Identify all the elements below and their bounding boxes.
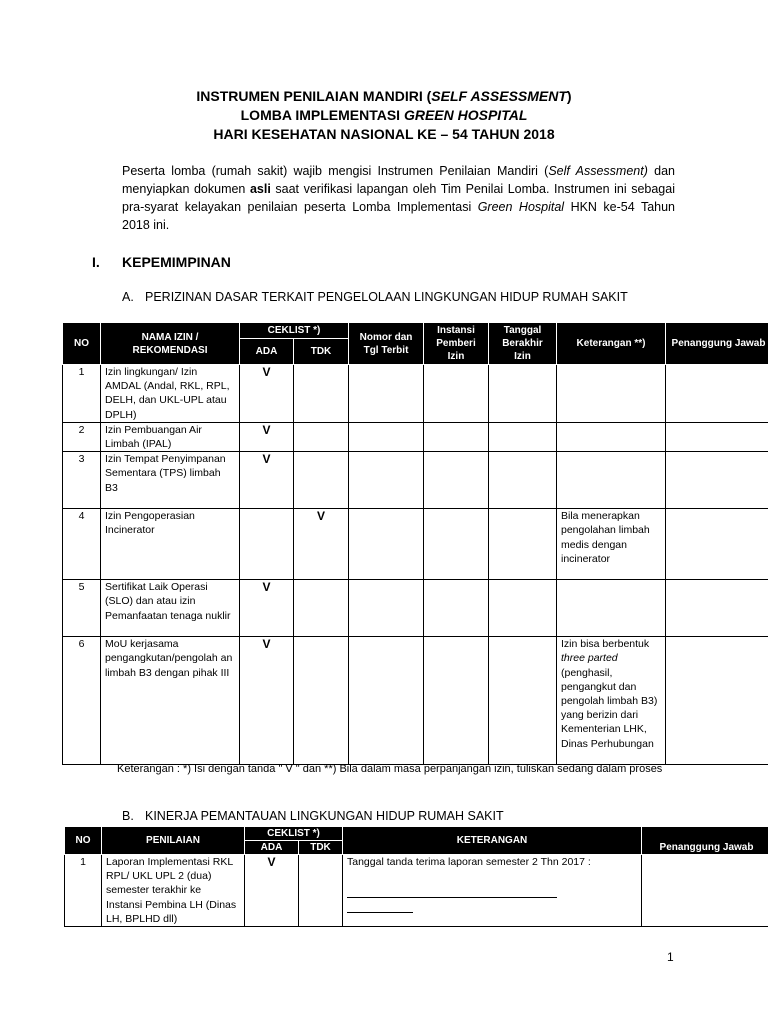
col-header-keterangan: Keterangan **) — [557, 323, 666, 365]
col-header-no: NO — [63, 323, 101, 365]
row-nama: MoU kerjasama pengangkutan/pengolah an limbah B3 dengan pihak III — [101, 637, 240, 765]
row-nama: Izin Tempat Penyimpanan Sementara (TPS) limbah B3 — [101, 452, 240, 509]
col-header-ada: ADA — [240, 339, 294, 365]
col-header-penanggung: Penanggung Jawab — [666, 323, 768, 365]
doc-title-line-2 — [0, 107, 768, 123]
row-tanggal — [489, 365, 557, 423]
row-ada: V — [240, 422, 294, 451]
subsection-b-title: KINERJA PEMANTAUAN LINGKUNGAN HIDUP RUMAH SAKIT — [145, 809, 504, 823]
intro-bold: asli — [249, 182, 271, 196]
row-penilaian: Laporan Implementasi RKL RPL/ UKL UPL 2 (dua) semester terakhir ke Instansi Pembina LH (Dinas LH, BPLHD dll) — [102, 855, 245, 927]
permit-table — [62, 322, 768, 765]
row-ada: V — [245, 855, 299, 927]
col-header-penilaian: PENILAIAN — [102, 827, 245, 855]
doc-title-line-3: HARI KESEHATAN NASIONAL KE – 54 TAHUN 2018 — [213, 126, 555, 142]
col-header-nama: NAMA IZIN / REKOMENDASI — [101, 323, 240, 365]
row-no: 5 — [63, 580, 101, 637]
col-header-tanggal: Tanggal Berakhir Izin — [489, 323, 557, 365]
title-text: LOMBA IMPLEMENTASI — [240, 107, 404, 123]
row-nomor — [349, 637, 424, 765]
row-nomor — [349, 509, 424, 580]
row-tdk — [294, 580, 349, 637]
title-italic: GREEN HOSPITAL — [403, 107, 528, 123]
col-header-instansi: Instansi Pemberi Izin — [424, 323, 489, 365]
intro-italic: Green Hospital — [477, 200, 565, 214]
ket-italic: three parted — [561, 652, 618, 665]
col-header-ceklist: CEKLIST *) — [240, 323, 349, 339]
row-ada: V — [240, 365, 294, 423]
ket-text: (penghasil, pengangkut dan pengolah limbah B3) yang berizin dari Kementerian LHK, Dinas Perhubungan — [561, 666, 658, 750]
table-row — [63, 637, 768, 765]
row-nomor — [349, 452, 424, 509]
table-row — [63, 580, 768, 637]
table-a-note: Keterangan : *) Isi dengan tanda " V " dan **) Bila dalam masa perpanjangan izin, tuliskan sedang dalam proses — [117, 763, 663, 775]
row-no: 1 — [65, 855, 102, 927]
row-ada: V — [240, 580, 294, 637]
row-no: 1 — [63, 365, 101, 423]
row-penanggung — [642, 855, 768, 927]
title-text: ) — [566, 88, 572, 104]
ket-text: Tanggal tanda terima laporan semester 2 Thn 2017 : — [347, 856, 591, 868]
row-nama: Sertifikat Laik Operasi (SLO) dan atau izin Pemanfaatan tenaga nuklir — [101, 580, 240, 637]
row-instansi — [424, 422, 489, 451]
subsection-b-letter: B. — [122, 809, 134, 823]
row-penanggung — [666, 509, 768, 580]
row-tdk — [294, 452, 349, 509]
row-keterangan — [557, 452, 666, 509]
col-header-no: NO — [65, 827, 102, 855]
row-nomor — [349, 580, 424, 637]
row-ada — [240, 509, 294, 580]
row-penanggung — [666, 452, 768, 509]
row-keterangan — [557, 637, 666, 765]
title-italic: SELF ASSESSMENT — [431, 88, 567, 104]
page-number: 1 — [667, 950, 674, 964]
row-nama: Izin lingkungan/ Izin AMDAL (Andal, RKL, RPL, DELH, dan UKL-UPL atau DPLH) — [101, 365, 240, 423]
table-row — [63, 422, 768, 451]
row-no: 2 — [63, 422, 101, 451]
title-text: INSTRUMEN PENILAIAN MANDIRI ( — [196, 88, 432, 104]
monitoring-table — [64, 826, 768, 927]
intro-text: saat verifikasi lapangan oleh Tim Penilai Lomba. Instrumen ini sebagai pra-syarat kelayakan penilaian peserta Lomba Implementasi — [122, 182, 675, 214]
row-penanggung — [666, 580, 768, 637]
fill-in-line — [347, 898, 413, 913]
col-header-tdk: TDK — [294, 339, 349, 365]
row-penanggung — [666, 422, 768, 451]
table-row — [63, 452, 768, 509]
row-tdk — [294, 422, 349, 451]
row-no: 6 — [63, 637, 101, 765]
ket-text: Izin bisa berbentuk — [561, 638, 650, 651]
table-row — [63, 509, 768, 580]
row-instansi — [424, 509, 489, 580]
row-instansi — [424, 580, 489, 637]
intro-text: Peserta lomba (rumah sakit) wajib mengisi Instrumen Penilaian Mandiri ( — [122, 164, 549, 178]
col-header-tdk: TDK — [299, 841, 343, 855]
intro-text: dan menyiapkan dokumen — [122, 164, 675, 196]
row-tanggal — [489, 509, 557, 580]
table-row — [63, 365, 768, 423]
row-tanggal — [489, 637, 557, 765]
col-header-penanggung: Penanggung Jawab — [642, 827, 768, 855]
row-keterangan: Bila menerapkan pengolahan limbah medis dengan incinerator — [557, 509, 666, 580]
intro-italic: Self Assessment) — [548, 164, 648, 178]
row-nama: Izin Pembuangan Air Limbah (IPAL) — [101, 422, 240, 451]
doc-title-line-1 — [0, 88, 768, 104]
subsection-a-letter: A. — [122, 290, 134, 304]
row-keterangan — [557, 365, 666, 423]
row-ada: V — [240, 452, 294, 509]
row-no: 4 — [63, 509, 101, 580]
col-header-ceklist: CEKLIST *) — [245, 827, 343, 841]
row-penanggung — [666, 365, 768, 423]
col-header-nomor: Nomor dan Tgl Terbit — [349, 323, 424, 365]
row-nomor — [349, 365, 424, 423]
row-tdk — [294, 637, 349, 765]
row-tdk — [299, 855, 343, 927]
section-number: I. — [92, 254, 100, 270]
table-row — [65, 855, 768, 927]
col-header-keterangan: KETERANGAN — [343, 827, 642, 855]
row-instansi — [424, 637, 489, 765]
row-keterangan — [343, 855, 642, 927]
fill-in-line — [347, 883, 557, 898]
row-keterangan — [557, 580, 666, 637]
row-ada: V — [240, 637, 294, 765]
row-tanggal — [489, 452, 557, 509]
row-no: 3 — [63, 452, 101, 509]
row-tanggal — [489, 422, 557, 451]
row-nomor — [349, 422, 424, 451]
row-instansi — [424, 365, 489, 423]
col-header-ada: ADA — [245, 841, 299, 855]
row-tdk — [294, 365, 349, 423]
subsection-a-title: PERIZINAN DASAR TERKAIT PENGELOLAAN LINGKUNGAN HIDUP RUMAH SAKIT — [145, 290, 628, 304]
row-tdk: V — [294, 509, 349, 580]
intro-text: HKN ke-54 Tahun 2018 ini. — [122, 200, 676, 232]
section-title: KEPEMIMPINAN — [122, 254, 231, 270]
row-keterangan — [557, 422, 666, 451]
intro-paragraph — [122, 162, 675, 234]
row-penanggung — [666, 637, 768, 765]
row-tanggal — [489, 580, 557, 637]
row-instansi — [424, 452, 489, 509]
row-nama: Izin Pengoperasian Incinerator — [101, 509, 240, 580]
